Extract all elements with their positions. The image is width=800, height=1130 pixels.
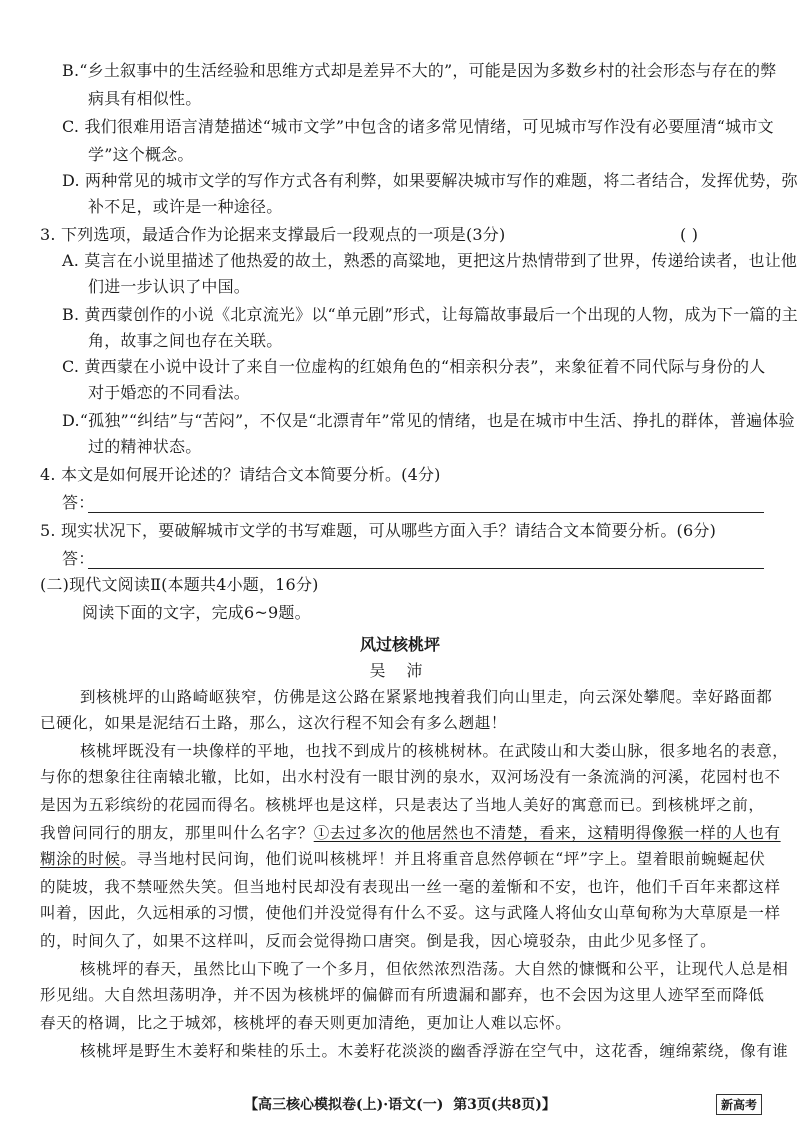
new-gaokao-badge: 新高考 (716, 1094, 762, 1115)
q3-option-b-line1: B. 黄西蒙创作的小说《北京流光》以“单元剧”形式，让每篇故事最后一个出现的人物，成为下一篇的主 (62, 305, 798, 324)
footer-page-number: 第3页(共8页)】 (453, 1097, 556, 1113)
passage-p2-line3: 是因为五彩缤纷的花园而得名。核桃坪也是这样，只是表达了当地人美好的寓意而已。到核桃坪之前， (40, 796, 765, 814)
q2-option-d-line2: 补不足，或许是一种途径。 (88, 197, 283, 216)
q4-stem: 4. 本文是如何展开论述的？请结合文本简要分析。(4分) (40, 465, 441, 484)
q3-option-d-line1: D.“孤独”“纠结”与“苦闷”，不仅是“北漂青年”常见的情绪，也是在城市中生活、挣扎的群体，普遍体验 (62, 411, 795, 430)
passage-p1-line2: 已硬化，如果是泥结石土路，那么，这次行程不知会有多么趔趄！ (40, 714, 507, 732)
q3-stem: 3. 下列选项，最适合作为论据来支撑最后一段观点的一项是(3分) (40, 225, 506, 244)
q5-answer-label: 答： (62, 549, 95, 568)
passage-p2-line2: 与你的想象往往南辕北辙，比如，出水村没有一眼甘洌的泉水，双河场没有一条流淌的河溪，花园村也不 (40, 768, 781, 786)
q2-option-d-line1: D. 两种常见的城市文学的写作方式各有利弊，如果要解决城市写作的难题，将二者结合，发挥优势，弥 (62, 171, 798, 190)
q2-option-c-line1: C. 我们很难用语言清楚描述“城市文学”中包含的诸多常见情绪，可见城市写作没有必要厘清“城市文 (62, 117, 774, 136)
q3-option-b-line2: 角，故事之间也存在关联。 (88, 331, 283, 350)
q3-option-d-line2: 过的精神状态。 (88, 437, 202, 456)
q2-option-b-line2: 病具有相似性。 (88, 89, 202, 108)
passage-p2-line5 (40, 848, 765, 870)
q4-answer-label: 答： (62, 493, 95, 512)
q3-option-c-line1: C. 黄西蒙在小说中设计了来自一位虚构的红娘角色的“相亲积分表”，来象征着不同代际与身份的人 (62, 357, 766, 376)
passage-p2-line6: 的陡坡，我不禁哑然失笑。但当地村民却没有表现出一丝一毫的羞惭和不安，也许，他们千百年来都这样 (40, 878, 781, 896)
q3-option-c-line2: 对于婚恋的不同看法。 (88, 383, 251, 402)
q3-option-a-line2: 们进一步认识了中国。 (88, 277, 251, 296)
q2-option-b-line1: B.“乡土叙事中的生活经验和思维方式却是差异不大的”，可能是因为多数乡村的社会形态与存在的弊 (62, 61, 777, 80)
q3-option-a-line1: A. 莫言在小说里描述了他热爱的故土，熟悉的高粱地，更把这片热情带到了世界，传递给读者，也让他 (62, 251, 798, 270)
footer-exam-name: 【高三核心模拟卷(上)·语文(一) (244, 1097, 444, 1113)
article-author: 吴 沛 (369, 661, 431, 680)
page-footer (0, 1094, 800, 1114)
passage-p2-line1: 核桃坪既没有一块像样的平地，也找不到成片的核桃树林。在武陵山和大娄山脉，很多地名的表意， (80, 742, 789, 760)
underlined-sentence-1-part2: 糊涂的时候 (40, 850, 121, 868)
passage-p2-line5-text: 。寻当地村民问询，他们说叫核桃坪！并且将重音息然停顿在“坪”字上。望着眼前蜿蜒起伏 (120, 850, 766, 868)
q4-answer-line[interactable] (88, 512, 764, 513)
q3-answer-paren: ( ) (680, 225, 699, 244)
underlined-sentence-1-part1: ①去过多次的他居然也不清楚，看来，这精明得像猴一样的人也有 (313, 824, 781, 842)
passage-p2-line4-text: 我曾问同行的朋友，那里叫什么名字？ (40, 824, 314, 842)
passage-p2-line8: 的，时间久了，如果不这样叫，反而会觉得拗口唐突。倒是我，因心境驳杂，由此少见多怪了。 (40, 932, 717, 950)
passage-p3-line2: 形见绌。大自然坦荡明净，并不因为核桃坪的偏僻而有所遗漏和鄙弃，也不会因为这里人迹罕至而降低 (40, 986, 765, 1004)
q2-option-c-line2: 学”这个概念。 (88, 145, 194, 164)
passage-p2-line4 (40, 822, 781, 844)
passage-p2-line7: 叫着，因此，久远相承的习惯，使他们并没觉得有什么不妥。这与武隆人将仙女山草甸称为大草原是一样 (40, 904, 781, 922)
section2-heading: (二)现代文阅读Ⅱ(本题共4小题，16分) (40, 575, 319, 594)
q5-stem: 5. 现实状况下，要破解城市文学的书写难题，可从哪些方面入手？请结合文本简要分析。(6分) (40, 521, 717, 540)
passage-p3-line1: 核桃坪的春天，虽然比山下晚了一个多月，但依然浓烈浩荡。大自然的慷慨和公平，让现代人总是相 (80, 960, 789, 978)
section2-instruction: 阅读下面的文字，完成6~9题。 (82, 603, 311, 622)
article-title: 风过核桃坪 (359, 635, 440, 654)
passage-p1-line1: 到核桃坪的山路崎岖狭窄，仿佛是这公路在紧紧地拽着我们向山里走，向云深处攀爬。幸好路面都 (80, 688, 773, 706)
passage-p3-line3: 春天的格调，比之于城郊，核桃坪的春天则更加清绝，更加让人难以忘怀。 (40, 1014, 572, 1032)
passage-p4-line1: 核桃坪是野生木姜籽和柴桂的乐土。木姜籽花淡淡的幽香浮游在空气中，这花香，缠绵萦绕，像有谁 (80, 1042, 789, 1060)
q5-answer-line[interactable] (88, 568, 764, 569)
